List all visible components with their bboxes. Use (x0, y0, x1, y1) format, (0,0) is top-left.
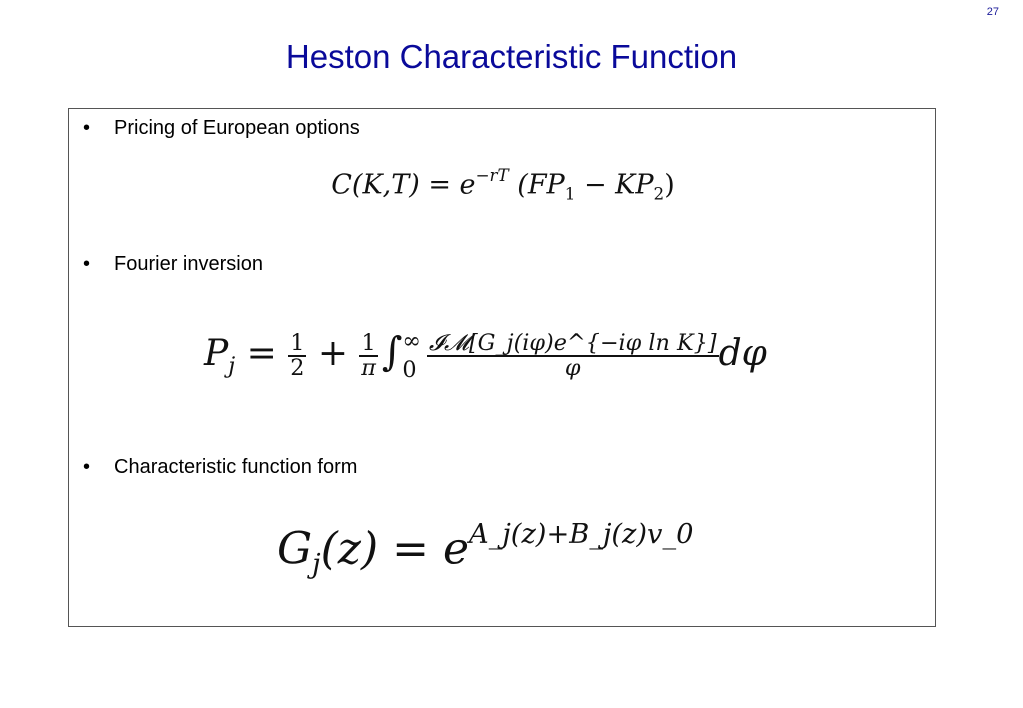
page-number: 27 (986, 6, 999, 18)
bullet-pricing: Pricing of European options (114, 117, 360, 139)
bullet-charfn: Characteristic function form (114, 456, 358, 478)
slide-title: Heston Characteristic Function (285, 38, 738, 75)
bullet-marker: • (83, 456, 91, 478)
bullet-marker: • (83, 253, 91, 275)
content-box (68, 108, 936, 627)
call-price-formula: $C(K,T) = e^{-rT}$ $(FP_1 - KP_2)$ (331, 165, 675, 204)
characteristic-function-formula: $G_j(z) = e^{A\_j(z)+B\_j(z)v\_0}$ (277, 519, 694, 580)
bullet-marker: • (83, 117, 91, 139)
fourier-inversion-formula: $P_j$ = $\frac{1}{2}$ + $\frac{1}{\pi}$ ∫ ∞ 0 $\frac{\text{𝓘𝓜[G\_j(iφ)e\textasciicircum{}\{−iφ ln K\}]}}{\varphi}$ dφ (204, 328, 767, 383)
bullet-fourier: Fourier inversion (114, 253, 263, 275)
